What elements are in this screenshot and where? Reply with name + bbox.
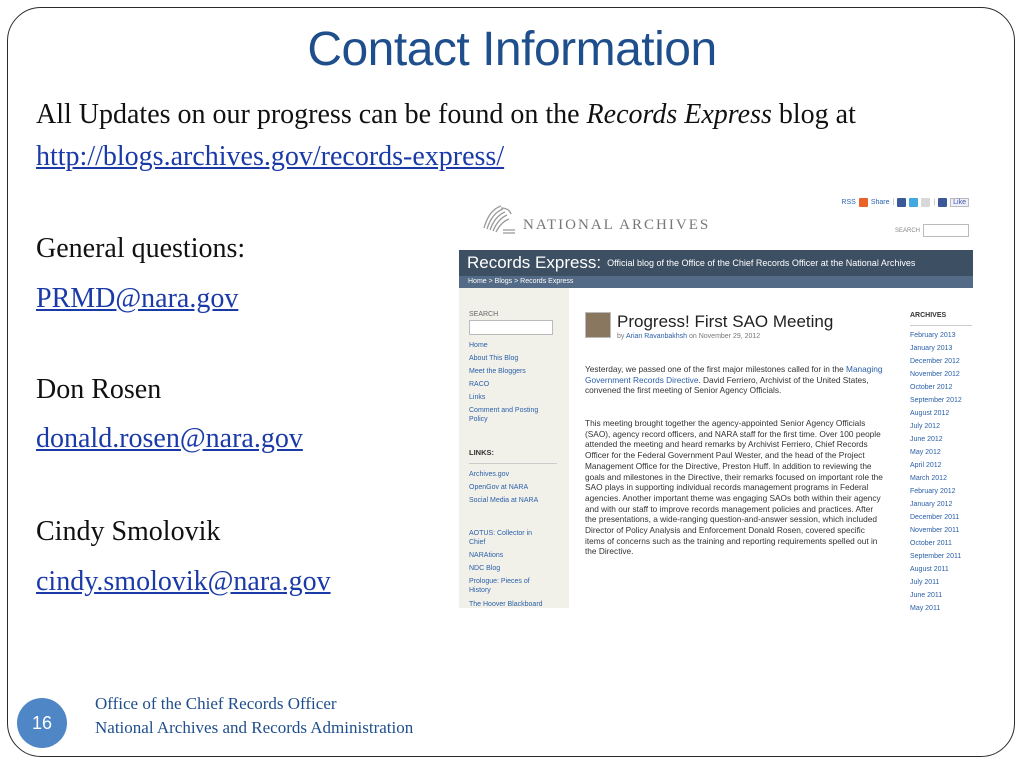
archive-month-link[interactable]: December 2011 (910, 514, 960, 521)
nara-logo-text: NATIONAL ARCHIVES (523, 216, 711, 233)
eagle-icon (481, 202, 519, 236)
blog-screenshot (459, 188, 973, 612)
facebook-icon[interactable] (897, 198, 906, 207)
email-link-general[interactable]: PRMD@nara.gov (36, 283, 239, 314)
archive-month-link[interactable]: May 2011 (910, 605, 941, 612)
archive-month-link[interactable]: September 2012 (910, 397, 962, 404)
share-link[interactable]: Share (870, 199, 890, 206)
page-number-badge: 16 (17, 698, 67, 748)
blog-archives-sidebar (902, 288, 973, 612)
directive-link[interactable]: Managing Government Records Directive (585, 364, 883, 385)
email-link-smolovik[interactable]: cindy.smolovik@nara.gov (36, 566, 331, 597)
archive-month-link[interactable]: June 2012 (910, 436, 943, 443)
archives-divider (910, 325, 972, 326)
sidebar-item-bloggers[interactable]: Meet the Bloggers (469, 368, 526, 375)
blog-name: Records Express (586, 99, 772, 130)
nara-logo (481, 202, 710, 236)
intro-after: blog at (771, 99, 856, 130)
link-social-media[interactable]: Social Media at NARA (469, 497, 539, 504)
author-avatar (585, 312, 611, 338)
link-narations[interactable]: NARAtions (469, 552, 504, 559)
post-paragraph-1: Yesterday, we passed one of the first major milestones called for in the Managing Government Records Directive. David Ferriero, Archivist of the United States, convened the first meeting of Senior Agency Officials. (585, 364, 883, 396)
footer-agency: National Archives and Records Administration (95, 718, 414, 737)
link-prologue[interactable]: Prologue: Pieces of History (469, 578, 530, 594)
footer-office: Office of the Chief Records Officer (95, 694, 337, 713)
sidebar-item-policy[interactable]: Comment and Posting Policy (469, 407, 539, 423)
sidebar-search-input[interactable] (469, 320, 553, 335)
archive-month-link[interactable]: April 2012 (910, 462, 942, 469)
link-hoover[interactable]: The Hoover Blackboard (469, 601, 543, 608)
archive-month-link[interactable]: October 2011 (910, 540, 952, 547)
archive-month-link[interactable]: February 2012 (910, 488, 956, 495)
email-link-rosen[interactable]: donald.rosen@nara.gov (36, 423, 303, 454)
like-button[interactable]: Like (950, 198, 969, 207)
archive-month-link[interactable]: August 2012 (910, 410, 950, 417)
link-archives-gov[interactable]: Archives.gov (469, 471, 510, 478)
archive-month-link[interactable]: August 2011 (910, 566, 949, 573)
sidebar-search-label: SEARCH (469, 311, 499, 318)
blog-banner-title: Records Express: (467, 253, 602, 272)
contact-label-smolovik: Cindy Smolovik (36, 516, 221, 547)
post-author-link[interactable]: Arian Ravanbakhsh (625, 333, 688, 340)
archives-heading: ARCHIVES (910, 312, 947, 319)
email-icon[interactable] (921, 198, 930, 207)
top-search-label: SEARCH (894, 227, 920, 234)
blog-url-link[interactable]: http://blogs.archives.gov/records-express/ (36, 141, 505, 172)
blog-topbar: RSS Share | | Like (841, 198, 969, 207)
sidebar-item-raco[interactable]: RACO (469, 381, 490, 388)
archive-month-link[interactable]: January 2013 (910, 345, 953, 352)
intro-before: All Updates on our progress can be found on the (36, 99, 587, 130)
twitter-icon[interactable] (909, 198, 918, 207)
rss-link[interactable]: RSS (841, 199, 856, 206)
archive-month-link[interactable]: May 2012 (910, 449, 941, 456)
link-opengov[interactable]: OpenGov at NARA (469, 484, 529, 491)
links-divider (469, 463, 557, 464)
archive-month-link[interactable]: March 2012 (910, 475, 947, 482)
contact-label-rosen: Don Rosen (36, 374, 162, 405)
link-ndc-blog[interactable]: NDC Blog (469, 565, 501, 572)
archive-month-link[interactable]: December 2012 (910, 358, 960, 365)
sidebar-item-links[interactable]: Links (469, 394, 486, 401)
links-heading: LINKS: (469, 448, 494, 457)
post-paragraph-2: This meeting brought together the agency-appointed Senior Agency Officials (SAO), agency record officers, and NARA staff for the first time. Over 100 people attended the meeting and heard remarks by Archivist Ferriero, Chief Records Officer for the Federal Government Paul Wester, and the head of the Project Management Office for the Directive, Preston Huff. In addition to reviewing the goals and milestones in the Directive, their remarks focused on important role the SAO plays in supporting individual records management programs in Federal agencies. Another important theme was engaging SAOs both within their agency and with our staff to improve records management policies and practices. After the presentations, a wide-ranging question-and-answer session, which included Director of Policy Analysis and Enforcement Donald Rosen, covered specific items of concerns such as the training and reporting requirements spelled out in the Directive. (585, 418, 883, 557)
blog-banner-subtitle: Official blog of the Office of the Chief Records Officer at the National Archives (607, 258, 916, 268)
contact-label-general: General questions: (36, 233, 246, 264)
blog-left-sidebar (459, 288, 569, 608)
archive-month-link[interactable]: October 2012 (910, 384, 953, 391)
archive-month-link[interactable]: September 2011 (910, 553, 962, 560)
intro-text (36, 94, 936, 178)
sidebar-item-home[interactable]: Home (469, 342, 488, 349)
page-title: Contact Information (307, 23, 717, 76)
post-title[interactable]: Progress! First SAO Meeting (617, 312, 834, 331)
facebook-like-icon (938, 198, 947, 207)
post-byline: by Arian Ravanbakhsh on November 29, 2012 (617, 333, 761, 340)
archive-month-link[interactable]: June 2011 (910, 592, 943, 599)
top-search (895, 224, 969, 237)
link-aotus[interactable]: AOTUS: Collector in Chief (469, 530, 533, 546)
archive-month-link[interactable]: November 2011 (910, 527, 960, 534)
archive-month-link[interactable]: July 2012 (910, 423, 940, 430)
archive-month-link[interactable]: February 2013 (910, 332, 956, 339)
archive-month-link[interactable]: November 2012 (910, 371, 960, 378)
archive-month-link[interactable]: July 2011 (910, 579, 940, 586)
sidebar-item-about[interactable]: About This Blog (469, 355, 519, 362)
archive-month-link[interactable]: January 2012 (910, 501, 953, 508)
breadcrumb[interactable]: Home > Blogs > Records Express (459, 276, 973, 288)
share-icon (859, 198, 868, 207)
top-search-input[interactable] (923, 224, 969, 237)
blog-banner (459, 250, 973, 276)
